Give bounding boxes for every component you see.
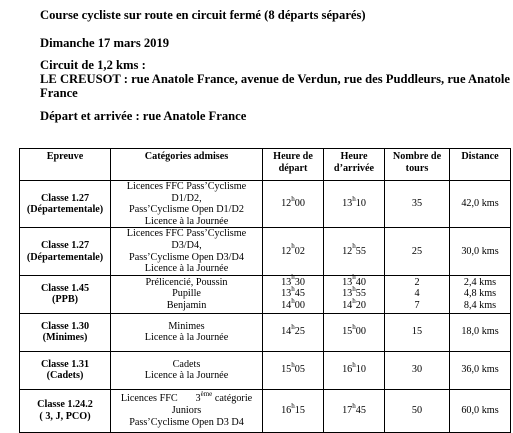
- table-row: [20, 313, 511, 351]
- departure-time: 12$^h$00: [263, 181, 324, 228]
- departure-time: 14$^h$25: [263, 313, 324, 351]
- laps-count: 50: [385, 389, 450, 432]
- laps-count: 35: [385, 181, 450, 228]
- categories-cell: Prélicencié, Poussin Pupille Benjamin: [111, 275, 263, 313]
- epreuve-cell: Classe 1.27 (Départementale): [20, 228, 111, 275]
- departure-time: 15$^h$05: [263, 351, 324, 389]
- table-row: [20, 275, 511, 313]
- categories-cell: Licences FFC 3ème catégorie Juniors Pass’Cyclisme Open D3 D4: [111, 389, 263, 432]
- categories-cell: Minimes Licence à la Journée: [111, 313, 263, 351]
- location-line-1: LE CREUSOT : rue Anatole France, avenue de Verdun, rue des Puddleurs, rue Anatole: [40, 72, 510, 86]
- table-row: [20, 181, 511, 228]
- laps-count: 25: [385, 228, 450, 275]
- epreuve-cell: Classe 1.27 (Départementale): [20, 181, 111, 228]
- distance-value: 2,4 kms 4,8 kms 8,4 kms: [450, 275, 511, 313]
- header-distance: Distance: [450, 149, 511, 181]
- categories-cell: Licences FFC Pass’Cyclisme D1/D2, Pass’Cyclisme Open D1/D2 Licence à la Journée: [111, 181, 263, 228]
- arrival-time: 15$^h$00: [324, 313, 385, 351]
- epreuve-cell: Classe 1.24.2 ( 3, J, PCO): [20, 389, 111, 432]
- header-depart: Heure de départ: [263, 149, 324, 181]
- laps-count: 30: [385, 351, 450, 389]
- start-finish: Départ et arrivée : rue Anatole France: [40, 109, 247, 123]
- header-arrivee: Heure d’arrivée: [324, 149, 385, 181]
- header-tours: Nombre de tours: [385, 149, 450, 181]
- table-row: [20, 389, 511, 432]
- arrival-time: 12$^h$55: [324, 228, 385, 275]
- laps-count: 2 4 7: [385, 275, 450, 313]
- distance-value: 18,0 kms: [450, 313, 511, 351]
- epreuve-cell: Classe 1.45 (PPB): [20, 275, 111, 313]
- departure-time: 12$^h$02: [263, 228, 324, 275]
- location-line-2: France: [40, 86, 78, 100]
- epreuve-cell: Classe 1.30 (Minimes): [20, 313, 111, 351]
- departure-time: 16$^h$15: [263, 389, 324, 432]
- distance-value: 30,0 kms: [450, 228, 511, 275]
- circuit-length: Circuit de 1,2 kms :: [40, 58, 146, 72]
- arrival-time: 17$^h$45: [324, 389, 385, 432]
- distance-value: 42,0 kms: [450, 181, 511, 228]
- epreuve-cell: Classe 1.31 (Cadets): [20, 351, 111, 389]
- document-title: Course cycliste sur route en circuit fermé (8 départs séparés): [40, 8, 366, 22]
- header-epreuve: Epreuve: [20, 149, 111, 181]
- race-schedule-table: [19, 148, 511, 433]
- arrival-time: 13$^h$10: [324, 181, 385, 228]
- categories-cell: Licences FFC Pass’Cyclisme D3/D4, Pass’Cyclisme Open D3/D4 Licence à la Journée: [111, 228, 263, 275]
- laps-count: 15: [385, 313, 450, 351]
- distance-value: 60,0 kms: [450, 389, 511, 432]
- table-row: [20, 351, 511, 389]
- event-date: Dimanche 17 mars 2019: [40, 36, 170, 50]
- distance-value: 36,0 kms: [450, 351, 511, 389]
- header-categories: Catégories admises: [111, 149, 263, 181]
- table-header-row: [20, 149, 511, 181]
- arrival-time: 16$^h$10: [324, 351, 385, 389]
- arrival-time: 13$^h$40 13$^h$55 14$^h$20: [324, 275, 385, 313]
- departure-time: 13$^h$30 13$^h$45 14$^h$00: [263, 275, 324, 313]
- table-row: [20, 228, 511, 275]
- categories-cell: Cadets Licence à la Journée: [111, 351, 263, 389]
